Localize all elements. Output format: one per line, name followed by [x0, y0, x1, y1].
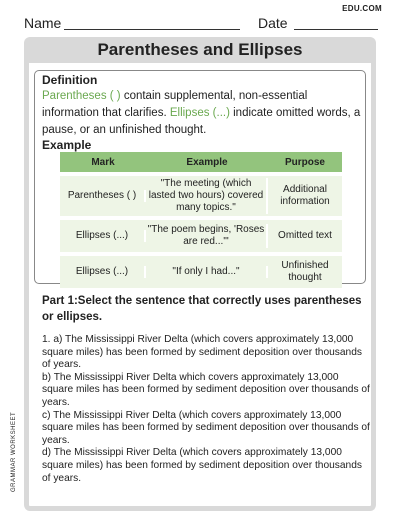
definition-part1: contain supplemental, non-essential information that clarifies. [42, 90, 308, 119]
option-d[interactable]: d) The Mississippi River Delta (which covers approximately 13,000 square miles) has been formed by sediment deposition over thousands of years. [42, 447, 362, 484]
example-heading: Example [42, 138, 92, 152]
cell-purpose: Unfinished thought [281, 260, 329, 283]
term-ellipses: Ellipses (...) [169, 107, 230, 119]
cell-example: "The meeting (which lasted two hours) covered many topics." [146, 178, 268, 214]
name-line [64, 29, 240, 30]
question-1 [42, 334, 372, 485]
cell-mark: Parentheses ( ) [60, 190, 146, 202]
worksheet-header [0, 0, 400, 36]
table-row [60, 252, 342, 288]
header-purpose: Purpose [284, 156, 325, 168]
date-label: Date [258, 15, 288, 31]
date-line [294, 29, 378, 30]
part1-title: Part 1:Select the sentence that correctly uses parentheses or ellipses. [42, 295, 362, 323]
option-c[interactable]: c) The Mississippi River Delta (which covers approximately 13,000 square miles has been formed by sediment deposition over thousands of years. [42, 409, 370, 446]
worksheet-title: Parentheses and Ellipses [24, 37, 376, 63]
cell-mark: Ellipses (...) [60, 266, 146, 278]
header-mark: Mark [91, 156, 115, 168]
table-header-row [60, 152, 342, 172]
cell-example: "If only I had..." [146, 266, 268, 278]
brand-logo: EDU.COM [342, 4, 382, 13]
definition-text [42, 88, 364, 139]
definition-heading: Definition [42, 73, 98, 87]
cell-mark: Ellipses (...) [60, 230, 146, 242]
cell-example: "The poem begins, 'Roses are red...'" [146, 224, 268, 248]
option-b[interactable]: b) The Mississippi River Delta which covers approximately 13,000 square miles has been formed by sediment deposition over thousands of years. [42, 371, 370, 408]
table-row [60, 172, 342, 216]
cell-purpose: Additional information [280, 184, 330, 207]
side-label: GRAMMAR WORKSHEET [11, 411, 17, 492]
name-label: Name [24, 15, 62, 31]
header-example: Example [186, 156, 228, 168]
term-parentheses: Parentheses ( ) [42, 90, 121, 102]
example-table [60, 152, 342, 288]
option-a[interactable]: 1. a) The Mississippi River Delta (which covers approximately 13,000 square miles) has been formed by sediment deposition over thousands of years. [42, 334, 362, 371]
cell-purpose: Omitted text [278, 230, 332, 241]
definition-part2: indicate omitted words, a pause, or an unfinished thought. [42, 107, 361, 136]
table-row [60, 216, 342, 252]
